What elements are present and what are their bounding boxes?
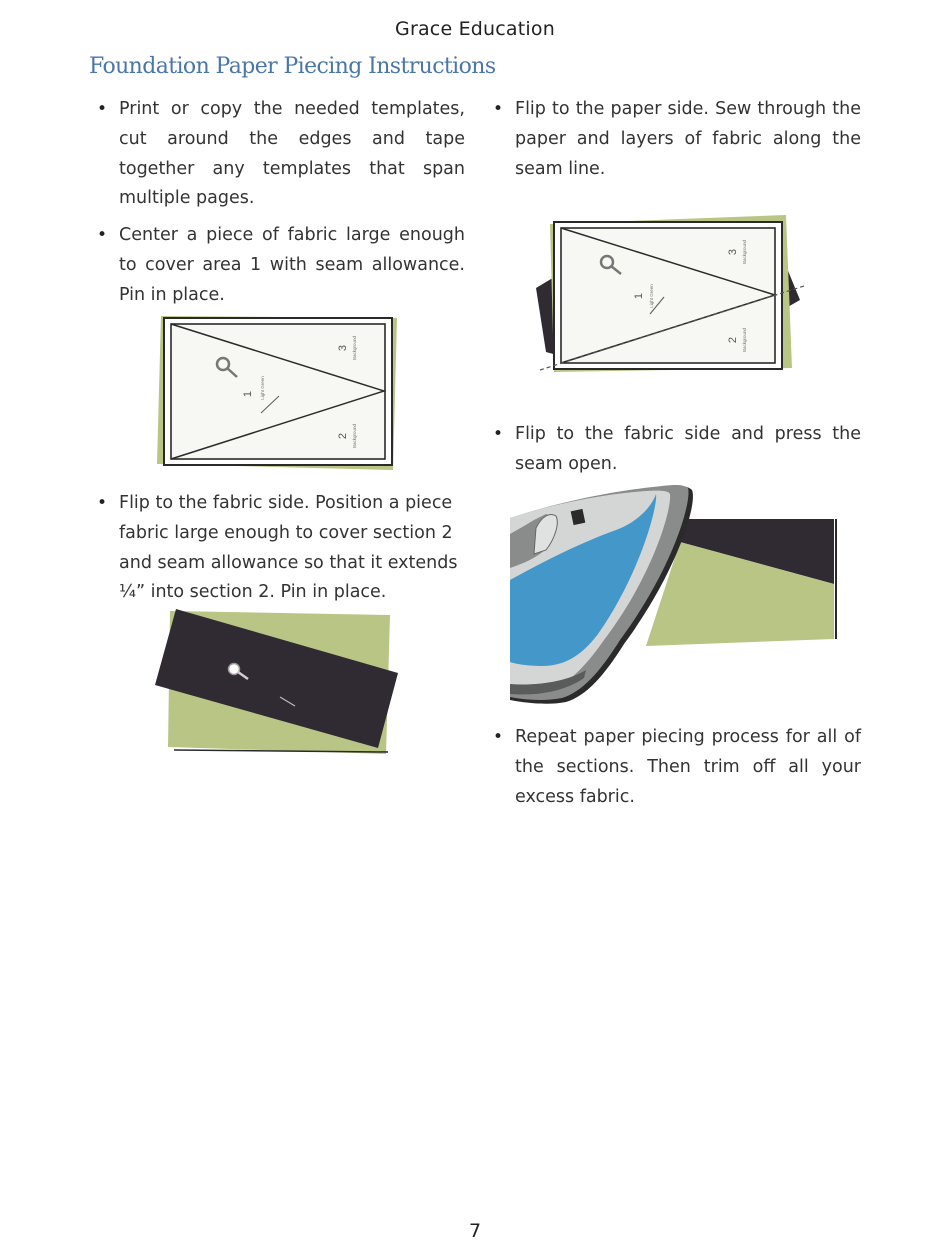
- header-brand: Grace Education: [395, 18, 555, 40]
- section-number-3: 3: [727, 248, 739, 256]
- section-label-2: Background: [742, 327, 747, 353]
- page-number: 7: [468, 1220, 482, 1242]
- step-6-text: • Repeat paper piecing process for all of the sections. Then trim off all your excess fabric.: [489, 723, 861, 812]
- right-column-bottom: [489, 723, 861, 812]
- template-fabric-illustration: [153, 310, 399, 473]
- step-5-text: • Flip to the fabric side and press the seam open.: [489, 420, 861, 480]
- section-number-3: 3: [337, 344, 349, 352]
- step-2-text: • Center a piece of fabric large enough to cover area 1 with seam allowance. Pin in place.: [93, 221, 465, 310]
- section-label-1: Light Green: [649, 284, 654, 308]
- section-number-1: 1: [242, 390, 254, 398]
- section-label-3: Background: [352, 335, 357, 361]
- fabric-layer-illustration: [150, 605, 402, 757]
- step-3-text: • Flip to the fabric side. Position a piece fabric large enough to cover section 2 and seam allowance so that it extends ¼” into section 2. Pin in place.: [93, 489, 465, 608]
- right-column-mid: [489, 420, 861, 480]
- step-4-text: • Flip to the paper side. Sew through the paper and layers of fabric along the seam line.: [489, 95, 861, 184]
- left-column: [93, 95, 465, 311]
- section-label-2: Background: [352, 423, 357, 449]
- sewing-seam-illustration: [532, 212, 808, 378]
- left-column-lower: [93, 489, 465, 608]
- iron-press-illustration: [506, 484, 840, 706]
- section-label-1: Light Green: [260, 376, 265, 400]
- right-column: [489, 95, 861, 184]
- step-1-text: • Print or copy the needed templates, cut around the edges and tape together any templates that span multiple pages.: [93, 95, 465, 214]
- page-title: Foundation Paper Piecing Instructions: [89, 54, 496, 79]
- section-number-1: 1: [633, 292, 645, 300]
- section-number-2: 2: [337, 432, 349, 440]
- section-number-2: 2: [727, 336, 739, 344]
- section-label-3: Background: [742, 239, 747, 265]
